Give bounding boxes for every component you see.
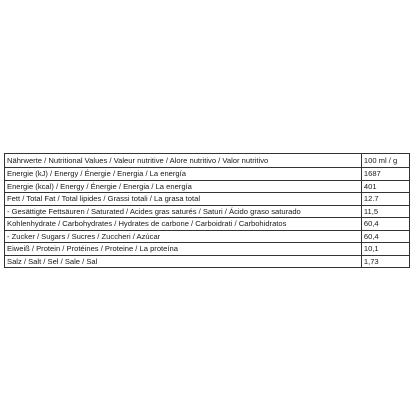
nutrient-label-carbohydrates: Kohlenhydrate / Carbohydrates / Hydrates de carbone / Carboidrati / Carbohidratos — [5, 218, 362, 231]
nutrition-facts-table — [4, 153, 410, 268]
table-row — [5, 193, 410, 206]
table-row — [5, 243, 410, 256]
table-row — [5, 168, 410, 181]
table-row — [5, 218, 410, 231]
nutrient-label-fat: Fett / Total Fat / Total lipides / Grassi totali / La grasa total — [5, 193, 362, 206]
nutrient-label-energy-kj: Energie (kJ) / Energy / Énergie / Energia / La energía — [5, 168, 362, 181]
table-row — [5, 205, 410, 218]
table-header-row — [5, 154, 410, 168]
table-row — [5, 230, 410, 243]
table-row — [5, 180, 410, 193]
nutrient-value-energy-kcal: 401 — [361, 180, 409, 193]
table-row — [5, 255, 410, 268]
nutrient-label-salt: Salz / Salt / Sel / Sale / Sal — [5, 255, 362, 268]
nutrient-label-energy-kcal: Energie (kcal) / Energy / Énergie / Energia / La energía — [5, 180, 362, 193]
nutrient-value-fat: 12.7 — [361, 193, 409, 206]
nutrient-value-energy-kj: 1687 — [361, 168, 409, 181]
nutrient-label-sugars: - Zucker / Sugars / Sucres / Zuccheri / Azúcar — [5, 230, 362, 243]
nutrient-value-sugars: 60,4 — [361, 230, 409, 243]
nutrient-value-salt: 1,73 — [361, 255, 409, 268]
header-unit-cell: 100 ml / g — [361, 154, 409, 168]
nutrient-label-saturated: - Gesättigte Fettsäuren / Saturated / Acides gras saturés / Saturi / Ácido graso saturado — [5, 205, 362, 218]
header-label-cell: Nährwerte / Nutritional Values / Valeur nutritive / Alore nutritivo / Valor nutritivo — [5, 154, 362, 168]
nutrient-label-protein: Eiweiß / Protein / Protéines / Proteine / La proteína — [5, 243, 362, 256]
nutrient-value-carbohydrates: 60,4 — [361, 218, 409, 231]
nutrient-value-saturated: 11,5 — [361, 205, 409, 218]
nutrient-value-protein: 10,1 — [361, 243, 409, 256]
